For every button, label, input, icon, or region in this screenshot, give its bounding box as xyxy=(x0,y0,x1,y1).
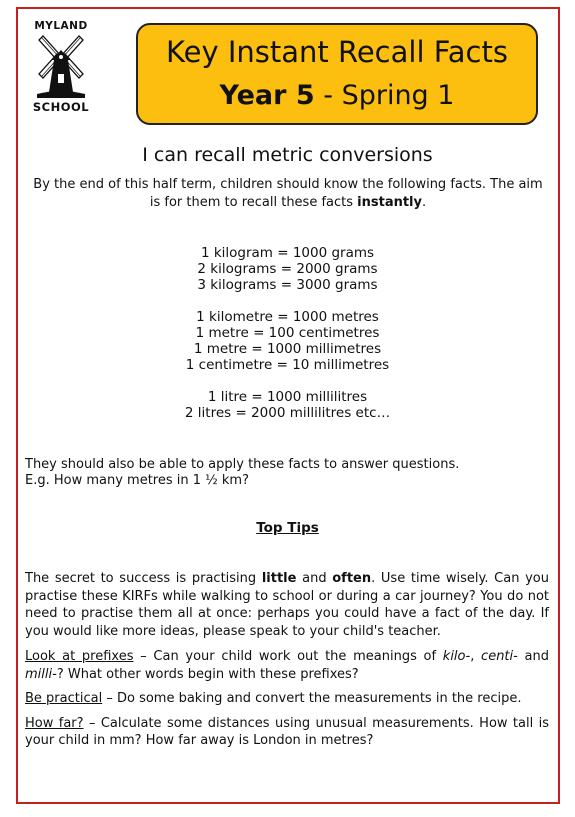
title-banner xyxy=(136,23,538,125)
tip-text: , xyxy=(470,649,482,664)
tip-text: – Can your child work out the meanings of xyxy=(133,649,443,664)
school-logo xyxy=(24,20,98,118)
fact-line: 3 kilograms = 3000 grams xyxy=(197,277,378,293)
tip-text: The secret to success is practising xyxy=(25,571,262,586)
tip-label-how-far: How far? xyxy=(25,715,84,731)
logo-bottom-text: SCHOOL xyxy=(32,100,90,114)
tip-text: . Use time wisely. Can you practise these KIRFs while walking to school or during a car journey? You do not need to practise them all at once: perhaps you could have a fact of the day. If you would like more ideas, please speak to your child's teacher. xyxy=(25,571,549,639)
intro-text: By the end of this half term, children should know the following facts. The aim is for them to recall these facts xyxy=(33,177,543,210)
windmill-icon xyxy=(35,30,87,100)
intro-end: . xyxy=(422,195,427,210)
title-main: Key Instant Recall Facts xyxy=(166,35,508,69)
tip-emphasis-little: little xyxy=(261,571,297,586)
intro-paragraph xyxy=(30,176,546,212)
tip-text: and xyxy=(296,571,333,586)
tip-label-practical: Be practical xyxy=(25,691,103,706)
prefix-milli: milli- xyxy=(25,666,57,682)
facts-capacity-group xyxy=(0,389,575,421)
apply-paragraph xyxy=(25,457,545,489)
apply-line: They should also be able to apply these facts to answer questions. xyxy=(25,457,460,472)
tip-practical xyxy=(25,690,549,708)
fact-line: 1 metre = 100 centimetres xyxy=(195,325,380,341)
tip-emphasis-often: often xyxy=(332,571,372,586)
facts-list xyxy=(0,245,575,437)
fact-line: 1 centimetre = 10 millimetres xyxy=(185,357,390,373)
title-year: Year 5 xyxy=(219,80,315,111)
tip-text: – Calculate some distances using unusual measurements. How tall is your child in mm? How far away is London in metres? xyxy=(25,715,550,748)
title-subtitle xyxy=(138,79,536,113)
tip-text: ? What other words begin with these prefixes? xyxy=(56,666,359,682)
tips-section xyxy=(25,570,549,757)
apply-example: E.g. How many metres in 1 ½ km? xyxy=(25,473,249,488)
intro-emphasis: instantly xyxy=(357,195,422,210)
tip-practise xyxy=(25,570,549,640)
tip-text: – Do some baking and convert the measurements in the recipe. xyxy=(102,691,522,706)
tips-heading: Top Tips xyxy=(256,520,319,536)
title-term: Spring 1 xyxy=(341,80,455,111)
fact-line: 1 kilogram = 1000 grams xyxy=(200,245,375,261)
facts-mass-group xyxy=(0,245,575,293)
prefix-centi: centi- xyxy=(481,649,518,664)
fact-line: 1 kilometre = 1000 metres xyxy=(196,309,379,325)
tip-label-prefixes: Look at prefixes xyxy=(25,649,134,664)
fact-line: 2 kilograms = 2000 grams xyxy=(197,261,378,277)
logo-top-text: MYLAND xyxy=(34,20,88,32)
fact-line: 1 metre = 1000 millimetres xyxy=(193,341,382,357)
tip-how-far xyxy=(25,715,549,750)
tip-prefixes xyxy=(25,648,549,683)
page-heading: I can recall metric conversions xyxy=(142,144,433,166)
fact-line: 1 litre = 1000 millilitres xyxy=(207,389,368,405)
title-separator: - xyxy=(314,80,342,111)
fact-line: 2 litres = 2000 millilitres etc… xyxy=(184,405,391,421)
prefix-kilo: kilo- xyxy=(442,649,471,664)
facts-length-group xyxy=(0,309,575,373)
tip-text: and xyxy=(517,649,550,664)
